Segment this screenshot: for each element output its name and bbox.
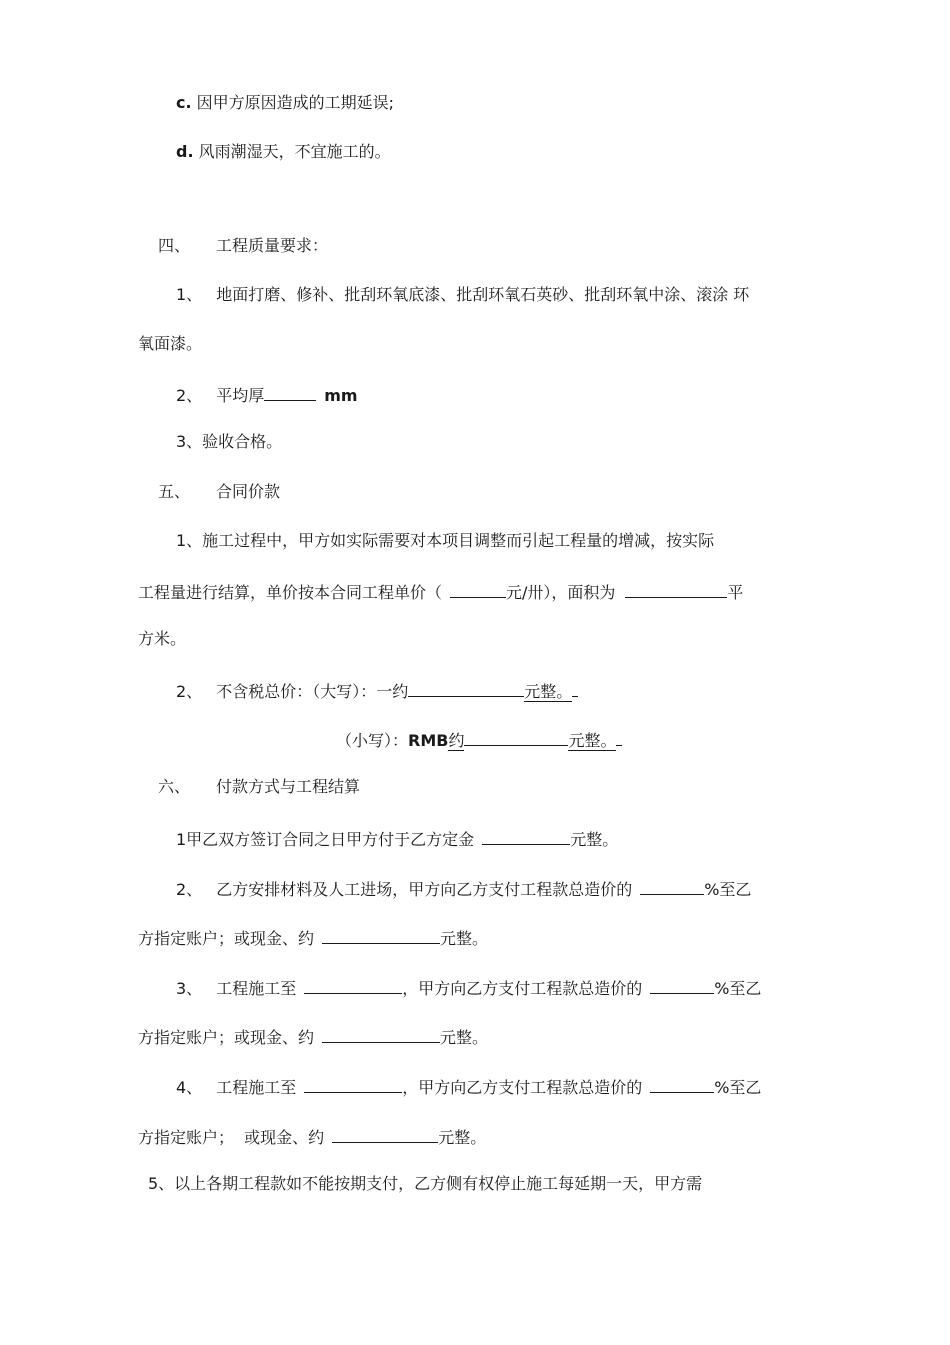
section-6-heading: 六、 付款方式与工程结算 <box>158 777 361 796</box>
cash-blank-4 <box>332 1124 438 1143</box>
quality-item-2: 2、 平均厚 mm <box>176 382 358 407</box>
price-item-1-cont2: 方米。 <box>138 629 187 648</box>
milestone-blank-4 <box>304 1074 402 1093</box>
payment-item-2: 2、 乙方安排材料及人工进场，甲方向乙方支付工程款总造价的 %至乙 <box>176 876 751 901</box>
payment-item-3: 3、 工程施工至 ，甲方向乙方支付工程款总造价的 %至乙 <box>176 975 761 1000</box>
payment-item-2-cont: 方指定账户；或现金、约 元整。 <box>138 925 488 950</box>
unit-price-blank <box>450 579 506 598</box>
clause-d: d. 风雨潮湿天，不宜施工的。 <box>176 142 391 161</box>
cash-blank-3 <box>322 1024 440 1043</box>
section-4-heading: 四、 工程质量要求： <box>158 236 329 255</box>
payment-item-4: 4、 工程施工至 ，甲方向乙方支付工程款总造价的 %至乙 <box>176 1074 761 1099</box>
quality-item-3: 3、验收合格。 <box>176 432 283 451</box>
cash-blank-2 <box>322 925 440 944</box>
area-blank <box>625 579 727 598</box>
percent-blank-3 <box>650 975 714 994</box>
payment-item-1: 1甲乙双方签订合同之日甲方付于乙方定金 元整。 <box>176 826 618 851</box>
price-item-1-cont: 工程量进行结算，单价按本合同工程单价（ 元/卅），面积为 平 <box>138 579 743 604</box>
quality-item-1: 1、 地面打磨、修补、批刮环氧底漆、批刮环氧石英砂、批刮环氧中涂、滚涂 环 <box>176 285 750 304</box>
price-item-2: 2、 不含税总价：（大写）：一约 元整。 <box>176 678 578 703</box>
price-item-1: 1、施工过程中，甲方如实际需要对本项目调整而引起工程量的增减，按实际 <box>176 531 715 550</box>
percent-blank-2 <box>640 876 704 895</box>
percent-blank-4 <box>650 1074 714 1093</box>
payment-item-5: 5、以上各期工程款如不能按期支付，乙方侧有权停止施工每延期一天，甲方需 <box>148 1174 703 1193</box>
payment-item-4-cont: 方指定账户； 或现金、约 元整。 <box>138 1124 486 1149</box>
deposit-blank <box>482 826 570 845</box>
total-upper-blank <box>408 678 524 697</box>
total-lower-blank <box>464 727 568 746</box>
clause-c: c. 因甲方原因造成的工期延误; <box>176 93 395 112</box>
thickness-blank <box>264 382 316 401</box>
quality-item-1-cont: 氧面漆。 <box>138 334 203 353</box>
payment-item-3-cont: 方指定账户；或现金、约 元整。 <box>138 1024 488 1049</box>
milestone-blank-3 <box>304 975 402 994</box>
section-5-heading: 五、 合同价款 <box>158 482 281 501</box>
price-item-2-lower: （小写）：RMB约 元整。 <box>336 727 622 752</box>
